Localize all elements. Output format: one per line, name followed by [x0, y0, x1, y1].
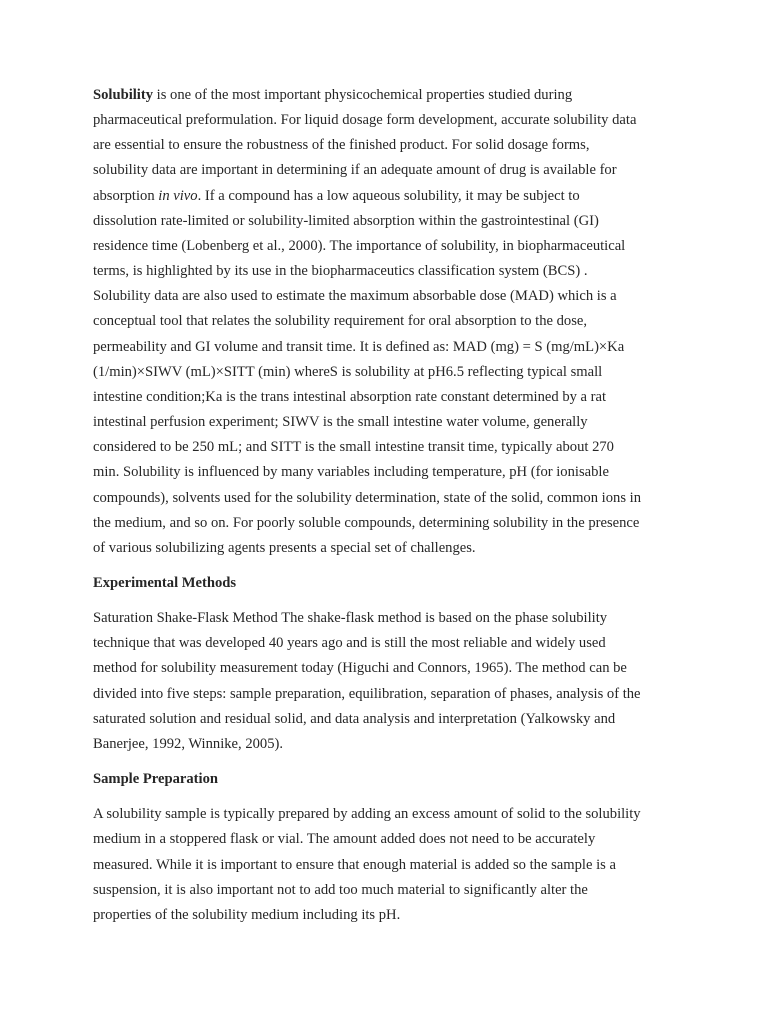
text-line: Banerjee, 1992, Winnike, 2005). — [93, 735, 284, 752]
text-line: compounds), solvents used for the solubility determination, state of the solid, common ions in — [93, 489, 642, 506]
text-line: of various solubilizing agents presents a special set of challenges. — [93, 539, 476, 556]
sample-preparation-paragraph — [93, 802, 683, 928]
text-line: conceptual tool that relates the solubility requirement for oral absorption to the dose, — [93, 313, 588, 330]
section-heading-sample-preparation: Sample Preparation — [93, 771, 218, 788]
text-line: Solubility data are also used to estimate the maximum absorbable dose (MAD) which is a — [93, 288, 617, 305]
text-span: absorption — [93, 187, 159, 204]
text-line: intestine condition;Ka is the trans intestinal absorption rate constant determined by a rat — [93, 388, 607, 405]
text-line: pharmaceutical preformulation. For liquid dosage form development, accurate solubility data — [93, 112, 637, 129]
text-line: method for solubility measurement today (Higuchi and Connors, 1965). The method can be — [93, 660, 627, 677]
text-line: considered to be 250 mL; and SITT is the small intestine transit time, typically about 270 — [93, 439, 614, 456]
text-span: . If a compound has a low aqueous solubility, it may be subject to — [197, 187, 580, 204]
text-line: dissolution rate-limited or solubility-limited absorption within the gastrointestinal (GI) — [93, 212, 599, 229]
text-line: properties of the solubility medium including its pH. — [93, 906, 401, 923]
text-line: terms, is highlighted by its use in the biopharmaceutics classification system (BCS) . — [93, 263, 588, 280]
text-line — [93, 184, 683, 209]
text-line: intestinal perfusion experiment; SIWV is the small intestine water volume, generally — [93, 414, 588, 431]
text-line: the medium, and so on. For poorly soluble compounds, determining solubility in the presence — [93, 514, 640, 531]
text-line: are essential to ensure the robustness of the finished product. For solid dosage forms, — [93, 137, 590, 154]
text-line: medium in a stoppered flask or vial. The amount added does not need to be accurately — [93, 831, 596, 848]
text-line: solubility data are important in determining if an adequate amount of drug is available for — [93, 162, 617, 179]
text-line: suspension, it is also important not to add too much material to significantly alter the — [93, 881, 588, 898]
text-line: A solubility sample is typically prepared by adding an excess amount of solid to the solubility — [93, 806, 641, 823]
document-page — [93, 83, 683, 928]
text-line: saturated solution and residual solid, and data analysis and interpretation (Yalkowsky and — [93, 710, 616, 727]
text-span: is one of the most important physicochemical properties studied during — [153, 87, 573, 103]
experimental-methods-paragraph — [93, 606, 683, 757]
intro-paragraph — [93, 83, 683, 561]
bold-term: Solubility — [93, 87, 154, 103]
text-line: min. Solubility is influenced by many variables including temperature, pH (for ionisable — [93, 464, 609, 481]
text-line: permeability and GI volume and transit time. It is defined as: MAD (mg) = S (mg/mL)×Ka — [93, 338, 625, 355]
text-line: Saturation Shake-Flask Method The shake-flask method is based on the phase solubility — [93, 610, 608, 627]
text-line: residence time (Lobenberg et al., 2000). The importance of solubility, in biopharmaceutical — [93, 237, 626, 254]
text-line: measured. While it is important to ensure that enough material is added so the sample is a — [93, 856, 616, 873]
italic-term: in vivo — [158, 187, 198, 204]
text-line: divided into five steps: sample preparation, equilibration, separation of phases, analysis of the — [93, 685, 641, 702]
section-heading-experimental-methods: Experimental Methods — [93, 574, 237, 591]
text-line — [93, 83, 683, 108]
text-line: (1/min)×SIWV (mL)×SITT (min) whereS is solubility at pH6.5 reflecting typical small — [93, 363, 603, 380]
text-line: technique that was developed 40 years ago and is still the most reliable and widely used — [93, 635, 606, 652]
